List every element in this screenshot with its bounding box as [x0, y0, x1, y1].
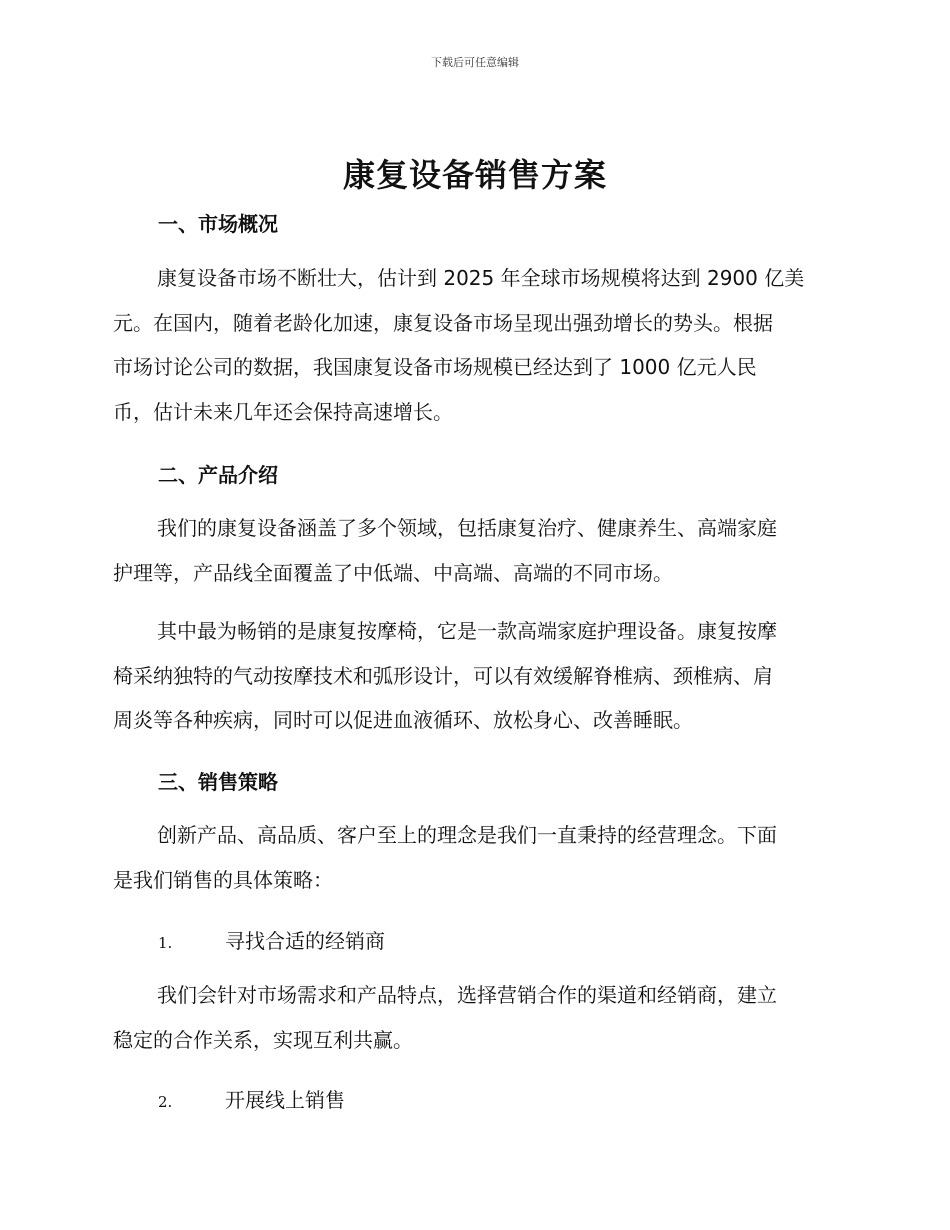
paragraph-line: 康复设备市场不断壮大，估计到 2025 年全球市场规模将达到 2900 亿美	[157, 266, 805, 290]
document-title: 康复设备销售方案	[342, 156, 607, 194]
paragraph-line: 是我们销售的具体策略：	[113, 867, 333, 892]
paragraph-line: 我们的康复设备涵盖了多个领域，包括康复治疗、健康养生、高端家庭	[157, 516, 777, 540]
paragraph-line: 元。在国内，随着老龄化加速，康复设备市场呈现出强劲增长的势头。根据	[113, 310, 773, 335]
market-paragraph	[113, 256, 838, 434]
page-header: 下载后可任意编辑	[431, 56, 519, 69]
list-item-label: 开展线上销售	[225, 1088, 345, 1112]
paragraph-line: 稳定的合作关系，实现互利共赢。	[113, 1027, 413, 1052]
list-item-description	[113, 973, 838, 1062]
section-heading-strategy: 三、销售策略	[158, 770, 278, 794]
paragraph-line: 护理等，产品线全面覆盖了中低端、中高端、高端的不同市场。	[113, 560, 673, 585]
paragraph-line: 市场讨论公司的数据，我国康复设备市场规模已经达到了 1000 亿元人民	[113, 355, 757, 379]
section-heading-market: 一、市场概况	[158, 212, 278, 236]
list-number: 2.	[158, 1093, 173, 1111]
list-item	[158, 925, 385, 954]
paragraph-line: 周炎等各种疾病，同时可以促进血液循环、放松身心、改善睡眠。	[113, 708, 693, 732]
strategy-paragraph	[113, 813, 838, 902]
paragraph-line: 我们会针对市场需求和产品特点，选择营销合作的渠道和经销商，建立	[157, 983, 777, 1007]
list-item-label: 寻找合适的经销商	[225, 929, 385, 953]
paragraph-line: 创新产品、高品质、客户至上的理念是我们一直秉持的经营理念。下面	[157, 823, 777, 847]
product-paragraph-2	[113, 609, 838, 743]
paragraph-line: 其中最为畅销的是康复按摩椅，它是一款高端家庭护理设备。康复按摩	[157, 619, 777, 643]
section-heading-product: 二、产品介绍	[158, 463, 278, 487]
list-item	[158, 1084, 345, 1113]
list-number: 1.	[158, 934, 173, 952]
paragraph-line: 椅采纳独特的气动按摩技术和弧形设计，可以有效缓解脊椎病、颈椎病、肩	[113, 663, 773, 688]
product-paragraph-1	[113, 506, 838, 595]
paragraph-line: 币，估计未来几年还会保持高速增长。	[113, 399, 453, 424]
